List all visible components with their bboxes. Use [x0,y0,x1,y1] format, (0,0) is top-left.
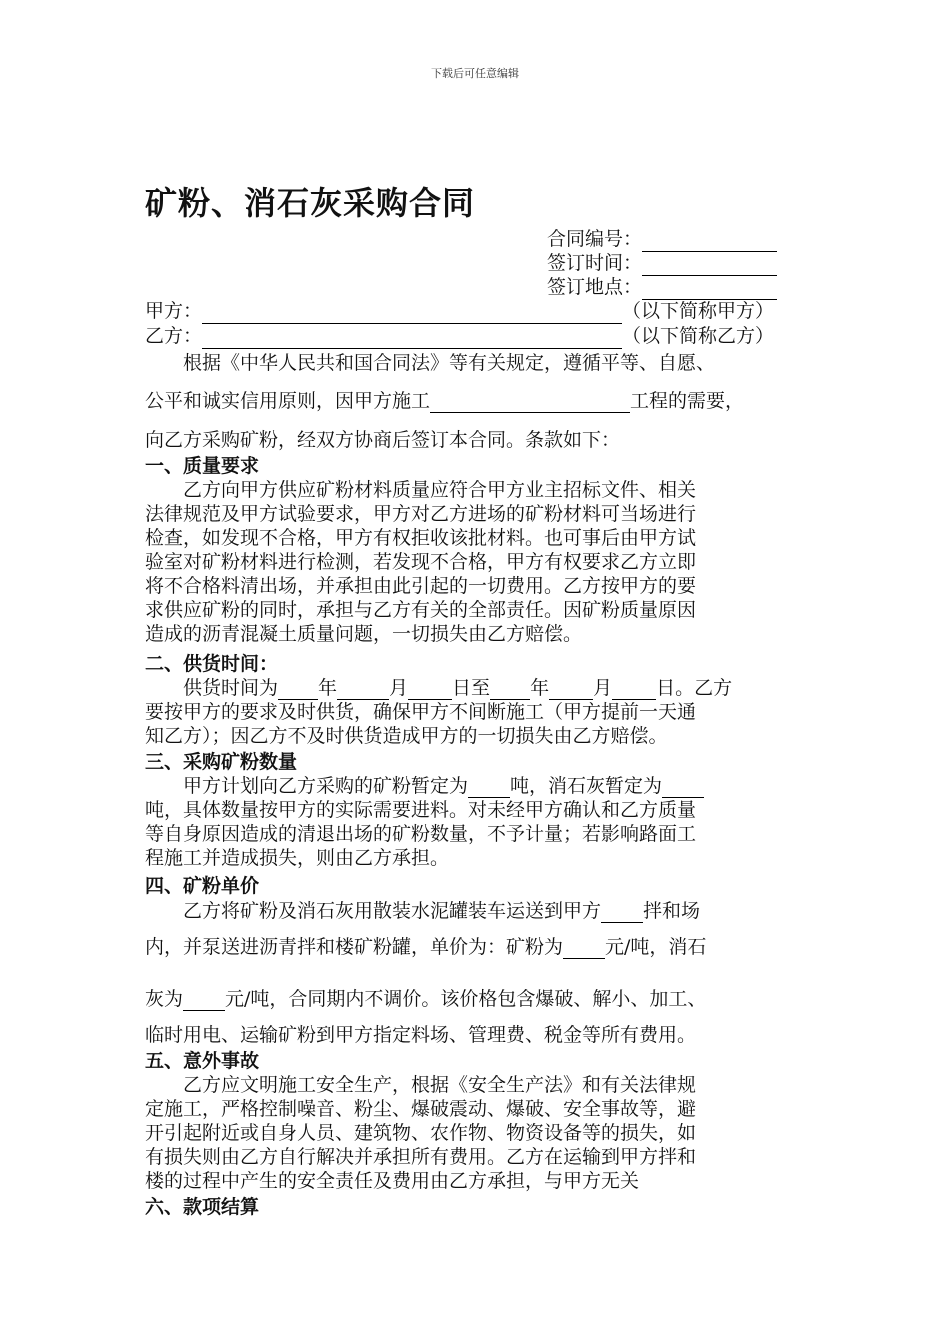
s5-line: 乙方应文明施工安全生产，根据《安全生产法》和有关法律规 [145,1074,697,1096]
intro-line-1: 根据《中华人民共和国合同法》等有关规定，遵循平等、自愿、 [145,352,716,374]
section-6-heading: 六、款项结算 [145,1196,260,1218]
s1-line: 乙方向甲方供应矿粉材料质量应符合甲方业主招标文件、相关 [145,479,697,501]
contract-number-label: 合同编号： [547,228,643,250]
s1-line: 验室对矿粉材料进行检测，若发现不合格，甲方有权要求乙方立即 [145,551,697,573]
s3-line: 甲方计划向乙方采购的矿粉暂定为 吨，消石灰暂定为 [145,771,805,798]
sign-time-row [547,250,777,276]
party-a-row [145,298,774,324]
lime-price-blank [183,992,225,1011]
s4-line: 内，并泵送进沥青拌和楼矿粉罐，单价为：矿粉为 元/吨，消石 [145,936,707,958]
s4-line: 灰为 元/吨，合同期内不调价。该价格包含爆破、解小、加工、 [145,988,707,1010]
document-title: 矿粉、消石灰采购合同 [145,184,476,222]
party-b-blank [202,330,622,349]
s1-line: 求供应矿粉的同时，承担与乙方有关的全部责任。因矿粉质量原因 [145,599,697,621]
s2-line: 知乙方）；因乙方不及时供货造成甲方的一切损失由乙方赔偿。 [145,725,668,747]
party-b-row [145,323,774,349]
party-b-suffix: （以下简称乙方） [622,325,775,347]
s3-line: 等自身原因造成的清退出场的矿粉数量，不予计量；若影响路面工 [145,823,697,845]
section-2-heading: 二、供货时间： [145,653,279,675]
s2-line: 要按甲方的要求及时供货，确保甲方不间断施工（甲方提前一天通 [145,701,697,723]
contract-number-row [547,226,777,252]
s3-line: 程施工并造成损失，则由乙方承担。 [145,847,450,869]
party-a-blank [202,305,622,324]
s4-line: 乙方将矿粉及消石灰用散装水泥罐装车运送到甲方 拌和场 [145,900,701,922]
s5-line: 楼的过程中产生的安全责任及费用由乙方承担，与甲方无关 [145,1170,640,1192]
section-3-heading: 三、采购矿粉数量 [145,751,298,773]
s1-line: 检查，如发现不合格，甲方有权拒收该批材料。也可事后由甲方试 [145,527,697,549]
party-b-label: 乙方： [145,325,203,347]
section-4-heading: 四、矿粉单价 [145,875,260,897]
party-a-label: 甲方： [145,300,203,322]
s5-line: 开引起附近或自身人员、建筑物、农作物、物资设备等的损失，如 [145,1122,697,1144]
s1-line: 法律规范及甲方试验要求，甲方对乙方进场的矿粉材料可当场进行 [145,503,697,525]
sign-time-label: 签订时间： [547,252,643,274]
s1-line: 造成的沥青混凝土质量问题，一切损失由乙方赔偿。 [145,623,583,645]
section-1-heading: 一、质量要求 [145,455,260,477]
intro-line-3: 向乙方采购矿粉，经双方协商后签订本合同。条款如下： [145,429,621,451]
supply-period-line: 供货时间为 年 月 日至 年 月 日。乙方 [145,677,733,699]
sign-place-label: 签订地点： [547,276,643,298]
s5-line: 有损失则由乙方自行解决并承担所有费用。乙方在运输到甲方拌和 [145,1146,697,1168]
s1-line: 将不合格料清出场，并承担由此引起的一切费用。乙方按甲方的要 [145,575,697,597]
sign-place-row [547,274,777,300]
party-a-suffix: （以下简称甲方） [622,300,775,322]
mixing-site-blank [601,904,643,923]
intro-line-2: 公平和诚实信用原则，因甲方施工 工程的需要， [145,390,745,412]
s4-line: 临时用电、运输矿粉到甲方指定料场、管理费、税金等所有费用。 [145,1024,697,1046]
header-note: 下载后可任意编辑 [431,67,519,80]
project-name-blank [430,394,630,413]
s3-line: 吨，具体数量按甲方的实际需要进料。对未经甲方确认和乙方质量 [145,799,697,821]
section-5-heading: 五、意外事故 [145,1050,260,1072]
s5-line: 定施工，严格控制噪音、粉尘、爆破震动、爆破、安全事故等，避 [145,1098,697,1120]
powder-price-blank [563,940,605,959]
